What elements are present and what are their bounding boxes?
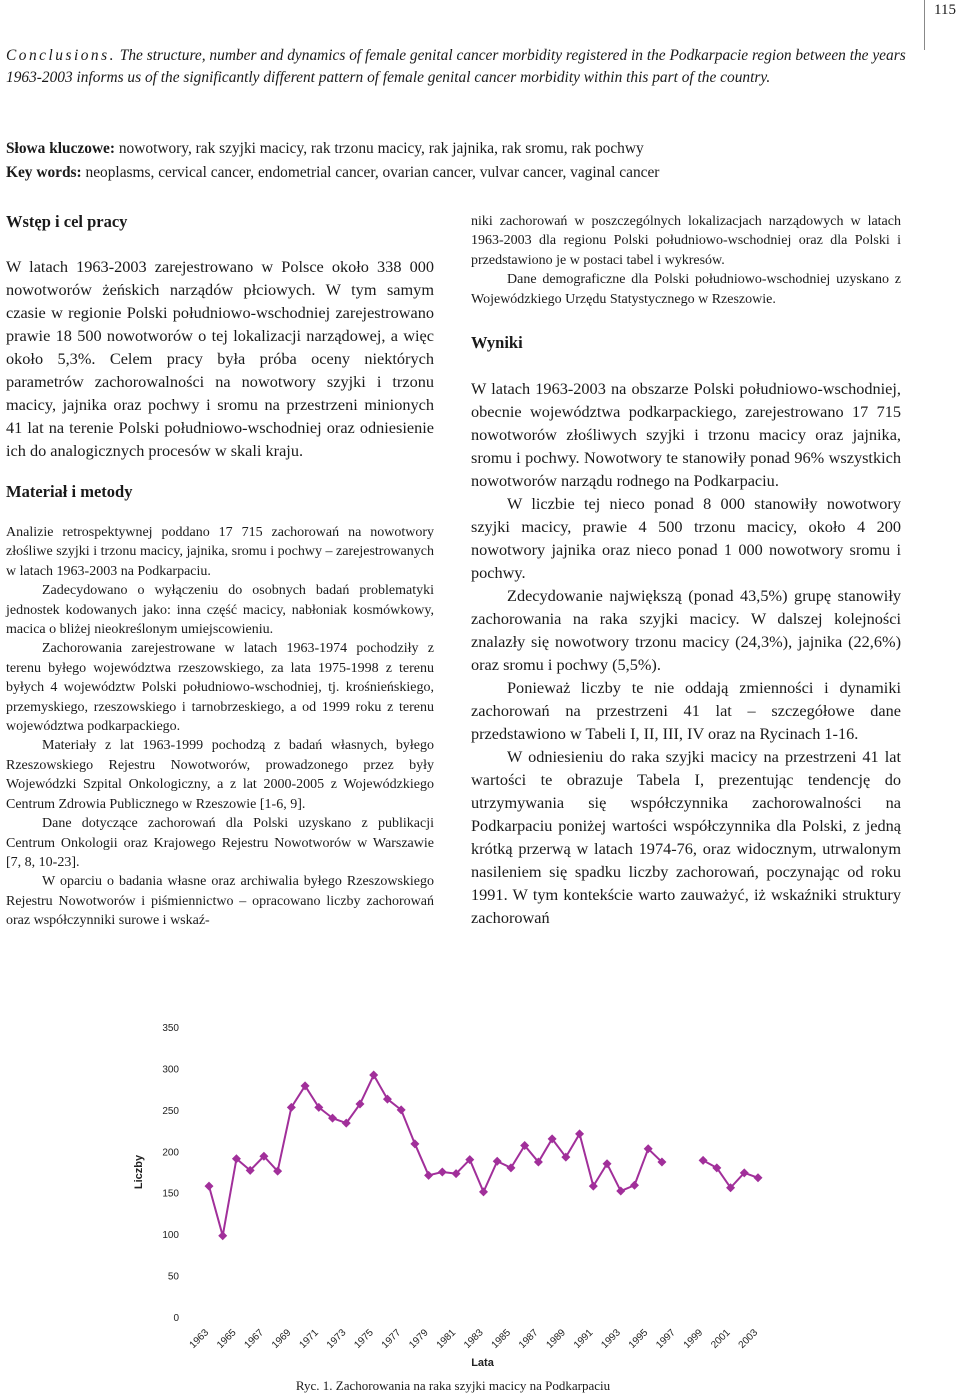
x-tick-label: 1965 — [215, 1327, 239, 1351]
keywords-english — [6, 162, 916, 184]
data-point-1990 — [575, 1129, 584, 1138]
data-point-1984 — [493, 1157, 502, 1166]
series-line-segment — [538, 1139, 552, 1162]
x-tick-label: 1977 — [379, 1327, 404, 1351]
methods-paragraph-3: Zachorowania zarejestrowane w latach 1963-1974 pochodziły z terenu byłego województwa rzeszowskiego, za lata 1975-1998 z terenu byłych 4 województw Polski południowo-wschodniej, tj. krośnieńskiego, przemyskiego, rzeszowskiego i tarnobrzeskiego, a od 1999 roku z terenu województwa podkarpackiego. — [6, 641, 434, 735]
x-tick-label: 1999 — [681, 1327, 706, 1351]
series-line-segment — [511, 1145, 525, 1167]
page-number: 115 — [934, 2, 956, 18]
keywords-polish-text: nowotwory, rak szyjki macicy, rak trzonu macicy, rak jajnika, rak sromu, rak pochwy — [115, 140, 644, 157]
x-tick-label: 1981 — [434, 1327, 459, 1351]
right-paragraph-2: Dane demograficzne dla Polski południowo-wschodniej uzyskano z Wojewódzkiego Urzędu Statystycznego w Rzeszowie. — [471, 272, 901, 307]
series-line-segment — [484, 1161, 498, 1192]
x-tick-label: 1967 — [242, 1327, 267, 1351]
y-tick-label: 150 — [162, 1188, 179, 1200]
data-point-1983 — [479, 1187, 488, 1196]
data-point-1991 — [589, 1182, 598, 1191]
series-line-segment — [291, 1086, 305, 1108]
series-line-segment — [305, 1086, 319, 1108]
y-tick-label: 100 — [162, 1230, 179, 1242]
y-tick-label: 50 — [167, 1271, 179, 1283]
results-heading: Wyniki — [471, 333, 523, 353]
series-line-segment — [525, 1145, 539, 1162]
series-line-segment — [607, 1164, 621, 1191]
x-tick-label: 1997 — [654, 1327, 678, 1351]
data-point-1979 — [424, 1171, 433, 1180]
series-line-segment — [346, 1104, 360, 1123]
conclusions-lead: Conclusions. — [6, 47, 116, 64]
results-paragraph-3: Zdecydowanie największą (ponad 43,5%) grupę stanowiły zachorowania na raka szyjki macicy. W dalszej kolejności znalazły się nowotwory trzonu macicy (24,3%), jajnika (22,6%) oraz sromu i pochwy (5,5%). — [471, 586, 901, 675]
left-column — [6, 212, 434, 931]
x-tick-label: 1979 — [407, 1327, 431, 1351]
methods-heading: Materiał i metody — [6, 482, 133, 501]
data-point-1963 — [205, 1182, 214, 1191]
series-line-segment — [552, 1139, 566, 1157]
intro-heading: Wstęp i cel pracy — [6, 212, 128, 231]
data-point-1975 — [369, 1071, 378, 1080]
x-tick-label: 1991 — [571, 1327, 596, 1351]
data-point-1994 — [630, 1181, 639, 1190]
keywords-polish — [6, 138, 916, 160]
series-line-segment — [593, 1164, 607, 1186]
conclusions-text: The structure, number and dynamics of female genital cancer morbidity registered in the Podkarpacie region between the years 1963-2003 informs us of the significantly different pattern of female genital cancer morbidity within this part of the country. — [6, 47, 906, 86]
x-tick-label: 2003 — [736, 1327, 761, 1351]
methods-paragraph-1: Analizie retrospektywnej poddano 17 715 zachorowań na nowotwory złośliwe szyjki i trzonu macicy, jajnika, sromu i pochwy – zarejestrowanych w latach 1963-2003 na Podkarpaciu. — [6, 525, 434, 579]
results-paragraph-5: W odniesieniu do raka szyjki macicy na przestrzeni 41 lat wartości te obrazuje Tabela I, prezentując tendencję do utrzymywania się współczynnika zachorowalności na Podkarpaciu poniżej wartości współczynnika dla Polski, z jedną krótką przerwą w latach 1974-76, oraz widocznym, utrwalonym nasileniem się spadku liczby zachorowań, poczynając od roku 1991. W tym kontekście warto zauważyć, iż wskaźniki struktury zachorowań — [471, 747, 901, 928]
y-axis-label: Liczby — [133, 1154, 145, 1190]
intro-body: W latach 1963-2003 zarejestrowano w Polsce około 338 000 nowotworów żeńskich narządów płciowych. W tym samym czasie w regionie Polski południowo-wschodniej zarejestrowano prawie 18 500 nowotworów o tej lokalizacji narządowej, a więc około 5,3%. Celem pracy była próba oceny niektórych parametrów zachorowalności na nowotwory szyjki i trzonu macicy, jajnika oraz pochwy i sromu na przestrzeni minionych 41 lat na terenie Polski południowo-wschodniej oraz odniesienie ich do analogicznych procesów w skali kraju. — [6, 257, 434, 460]
results-paragraph-1: W latach 1963-2003 na obszarze Polski południowo-wschodniej, obecnie województwa podkarpackiego, zarejestrowano 17 715 nowotworów złośliwych szyjki i trzonu macicy oraz jajnika, sromu i pochwy. Nowotwory te stanowiły ponad 96% wszystkich nowotworów narządu rodnego na Podkarpaciu. — [471, 379, 901, 491]
series-line-segment — [470, 1160, 484, 1192]
x-axis-label: Lata — [471, 1357, 494, 1369]
figure-caption: Ryc. 1. Zachorowania na raka szyjki macicy na Podkarpaciu — [295, 1378, 611, 1393]
data-point-1999 — [699, 1156, 708, 1165]
keywords-polish-label: Słowa kluczowe: — [6, 140, 116, 157]
data-point-2003 — [754, 1173, 763, 1182]
methods-paragraph-2: Zadecydowano o wyłączeniu do osobnych badań problematyki jednostek kodowanych jako: inna część macicy, nabłoniak kosmówkowy, macica o bliżej nieokreślonym umiejscowieniu. — [6, 583, 434, 638]
data-point-1978 — [410, 1139, 419, 1148]
series-line-segment — [580, 1134, 594, 1186]
x-tick-label: 1971 — [297, 1327, 321, 1351]
x-tick-label: 1963 — [187, 1327, 212, 1351]
right-column — [471, 212, 901, 929]
x-tick-label: 1987 — [517, 1327, 541, 1351]
x-tick-label: 1973 — [324, 1327, 349, 1351]
y-tick-label: 300 — [162, 1064, 179, 1076]
data-point-1993 — [616, 1187, 625, 1196]
methods-paragraph-5: Dane dotyczące zachorowań dla Polski uzyskano z publikacji Centrum Onkologii oraz Krajowego Rejestru Nowotworów w Warszawie [7, 8, 10-23]. — [6, 816, 434, 870]
series-line-segment — [278, 1107, 292, 1171]
x-tick-label: 1993 — [599, 1327, 623, 1351]
y-tick-label: 250 — [162, 1105, 179, 1117]
conclusions-paragraph — [6, 45, 916, 89]
x-tick-label: 1995 — [626, 1327, 651, 1351]
data-point-1992 — [603, 1159, 612, 1168]
series-line-segment — [566, 1134, 580, 1157]
keywords-english-text: neoplasms, cervical cancer, endometrial cancer, ovarian cancer, vulvar cancer, vaginal cancer — [81, 164, 660, 181]
y-tick-label: 350 — [162, 1023, 179, 1034]
line-chart-svg — [120, 1015, 780, 1375]
right-paragraph-1: niki zachorowań w poszczególnych lokalizacjach narządowych w latach 1963-2003 dla regionu Polski południowo-wschodniej oraz dla Polski i przedstawiono je w postaci tabel i wykresów. — [471, 214, 901, 268]
x-tick-label: 2001 — [709, 1327, 733, 1351]
data-point-1964 — [218, 1231, 227, 1240]
x-tick-label: 1985 — [489, 1327, 514, 1351]
series-line-segment — [415, 1144, 429, 1175]
methods-paragraph-4: Materiały z lat 1963-1999 pochodzą z badań własnych, byłego Rzeszowskiego Rejestru Nowotworów, prowadzonego przez były Wojewódzki Szpital Onkologiczny, a z lat 2000-2005 z Wojewódzkiego Centrum Zdrowia Publicznego w Rzeszowie [1-6, 9]. — [6, 738, 434, 812]
x-tick-label: 1969 — [269, 1327, 294, 1351]
results-paragraph-2: W liczbie tej nieco ponad 8 000 stanowiły nowotwory szyjki macicy, prawie 4 500 trzonu macicy, około 4 200 nowotwory jajnika oraz nieco ponad 1 000 nowotwory sromu i pochwy. — [471, 494, 901, 583]
series-line-segment — [360, 1075, 374, 1104]
data-point-1985 — [506, 1163, 515, 1172]
data-point-1980 — [438, 1168, 447, 1177]
page-number-rule — [924, 0, 925, 50]
y-tick-label: 200 — [162, 1147, 179, 1159]
keywords-english-label: Key words: — [6, 164, 82, 181]
results-paragraph-4: Ponieważ liczby te nie oddają zmienności i dynamiki zachorowań na przestrzeni 41 lat – szczegółowe dane przedstawiono w Tabeli I, II, III, IV oraz na Rycinach 1-16. — [471, 678, 901, 744]
methods-paragraph-6: W oparciu o badania własne oraz archiwalia byłego Rzeszowskiego Rejestru Nowotworów i piśmiennictwo – opracowano liczby zachorowań oraz współczynniki surowe i wskaź- — [6, 874, 434, 929]
x-tick-label: 1989 — [544, 1327, 568, 1351]
figure-1-chart — [120, 1015, 780, 1395]
x-tick-label: 1975 — [352, 1327, 376, 1351]
series-line-segment — [223, 1159, 237, 1236]
x-tick-label: 1983 — [462, 1327, 486, 1351]
series-line-segment — [374, 1075, 388, 1099]
y-tick-label: 0 — [173, 1313, 179, 1324]
series-line-segment — [634, 1149, 648, 1185]
series-line-segment — [717, 1168, 731, 1188]
series-line-segment — [209, 1186, 223, 1236]
series-line-segment — [401, 1110, 415, 1144]
